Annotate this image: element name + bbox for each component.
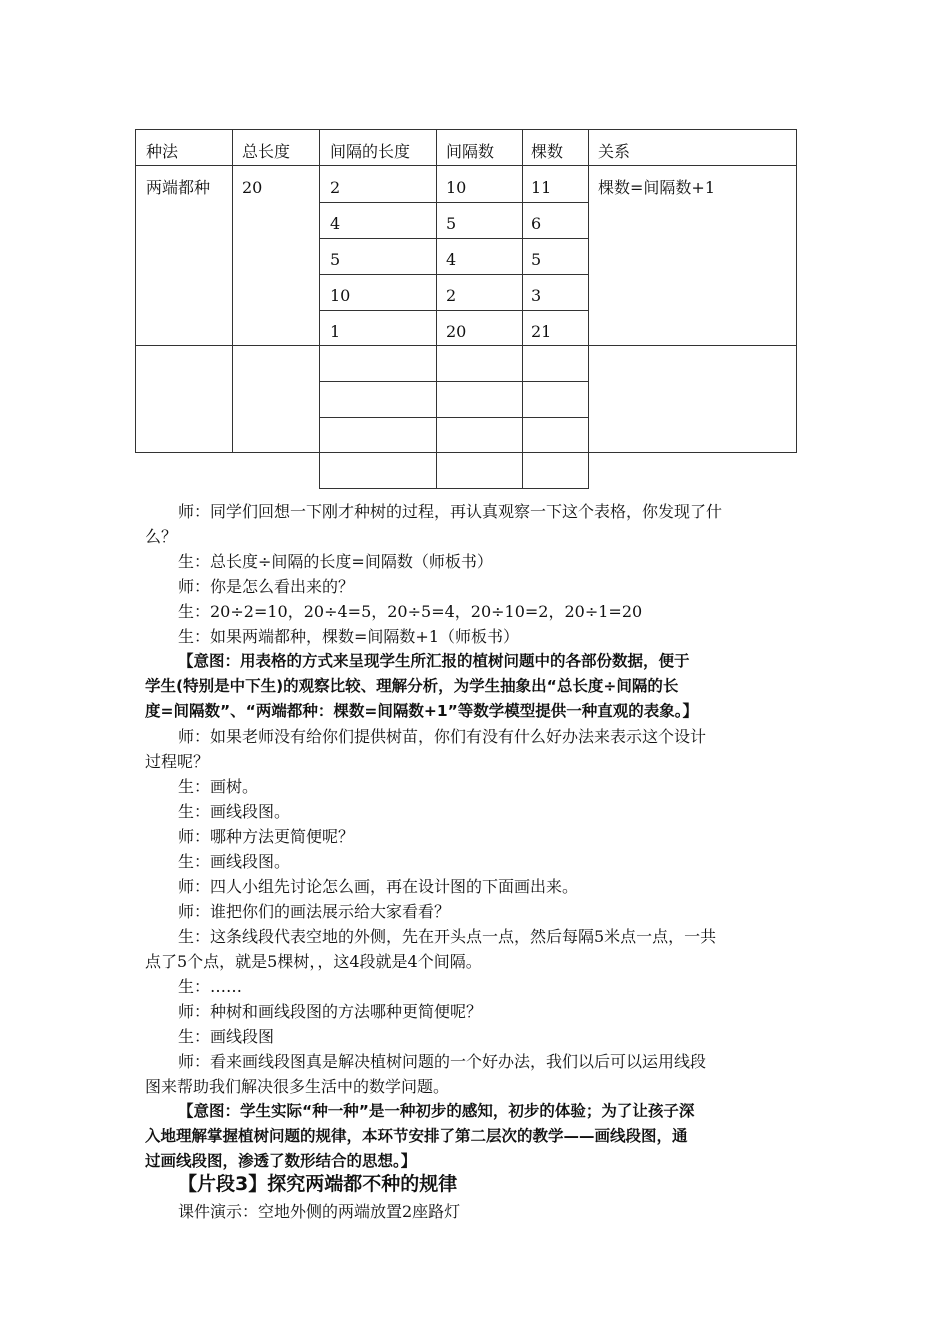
header-total-length: 总长度 <box>242 142 291 161</box>
table-border <box>135 452 797 453</box>
paragraph: 师：如果老师没有给你们提供树苗，你们有没有什么好办法来表示这个设计 <box>178 727 707 746</box>
header-interval-count: 间隔数 <box>446 142 495 161</box>
paragraph: 生：画线段图。 <box>178 852 291 871</box>
table-border <box>588 129 589 489</box>
cell-trees: 11 <box>531 178 552 197</box>
paragraph: 课件演示：空地外侧的两端放置2座路灯 <box>178 1202 461 1221</box>
cell-interval-length: 10 <box>330 286 351 305</box>
table-border <box>319 310 589 311</box>
table-border <box>135 345 797 346</box>
paragraph: 师：谁把你们的画法展示给大家看看？ <box>178 902 451 921</box>
table-border <box>796 129 797 453</box>
intent-note: 入地理解掌握植树问题的规律，本环节安排了第二层次的教学——画线段图，通 <box>145 1127 688 1145</box>
intent-note: 【意图：学生实际“种一种”是一种初步的感知，初步的体验；为了让孩子深 <box>178 1102 695 1120</box>
cell-trees: 6 <box>531 214 542 233</box>
cell-interval-length: 5 <box>330 250 341 269</box>
cell-trees: 5 <box>531 250 542 269</box>
paragraph: 师：四人小组先讨论怎么画，再在设计图的下面画出来。 <box>178 877 579 896</box>
table-border <box>135 129 136 453</box>
intent-note: 【意图：用表格的方式来呈现学生所汇报的植树问题中的各部份数据，便于 <box>178 652 690 670</box>
paragraph: 么？ <box>145 527 178 546</box>
cell-interval-length: 2 <box>330 178 341 197</box>
table-border <box>319 381 589 382</box>
paragraph: 点了5个点，就是5棵树，，这4段就是4个间隔。 <box>145 952 482 971</box>
paragraph: 师：同学们回想一下刚才种树的过程，再认真观察一下这个表格，你发现了什 <box>178 502 723 521</box>
intent-note: 过画线段图，渗透了数形结合的思想。】 <box>145 1152 417 1170</box>
table-border <box>319 488 589 489</box>
paragraph: 生：…… <box>178 977 243 996</box>
paragraph: 生：这条线段代表空地的外侧，先在开头点一点，然后每隔5米点一点，一共 <box>178 927 717 946</box>
intent-note: 度=间隔数”、“两端都种：棵数=间隔数+1”等数学模型提供一种直观的表象。】 <box>145 702 699 720</box>
paragraph: 生：如果两端都种，棵数=间隔数+1（师板书） <box>178 627 519 646</box>
paragraph: 师：种树和画线段图的方法哪种更简便呢？ <box>178 1002 483 1021</box>
header-interval-length: 间隔的长度 <box>330 142 411 161</box>
section-heading: 【片段3】探究两端都不种的规律 <box>178 1173 458 1195</box>
table-border <box>319 129 320 489</box>
paragraph: 生：画线段图 <box>178 1027 275 1046</box>
header-method: 种法 <box>146 142 179 161</box>
cell-total-length: 20 <box>242 178 263 197</box>
paragraph: 生：画树。 <box>178 777 259 796</box>
table-border <box>319 417 589 418</box>
cell-interval-count: 20 <box>446 322 467 341</box>
paragraph: 生：20÷2=10，20÷4=5，20÷5=4，20÷10=2，20÷1=20 <box>178 602 643 621</box>
cell-trees: 21 <box>531 322 552 341</box>
table-border <box>436 129 437 489</box>
table-border <box>135 129 797 130</box>
cell-interval-count: 10 <box>446 178 467 197</box>
paragraph: 师：你是怎么看出来的？ <box>178 577 355 596</box>
cell-trees: 3 <box>531 286 542 305</box>
paragraph: 生：画线段图。 <box>178 802 291 821</box>
table-border <box>319 202 589 203</box>
cell-interval-length: 4 <box>330 214 341 233</box>
cell-relation: 棵数=间隔数+1 <box>598 178 715 197</box>
paragraph: 生：总长度÷间隔的长度=间隔数（师板书） <box>178 552 493 571</box>
cell-method: 两端都种 <box>146 178 211 197</box>
cell-interval-length: 1 <box>330 322 341 341</box>
table-border <box>319 238 589 239</box>
cell-interval-count: 4 <box>446 250 457 269</box>
paragraph: 过程呢？ <box>145 752 210 771</box>
cell-interval-count: 2 <box>446 286 457 305</box>
table-border <box>232 129 233 453</box>
paragraph: 师：哪种方法更简便呢？ <box>178 827 355 846</box>
cell-interval-count: 5 <box>446 214 457 233</box>
header-trees: 棵数 <box>531 142 564 161</box>
intent-note: 学生(特别是中下生)的观察比较、理解分析，为学生抽象出“总长度÷间隔的长 <box>145 677 679 695</box>
paragraph: 师：看来画线段图真是解决植树问题的一个好办法，我们以后可以运用线段 <box>178 1052 707 1071</box>
table-border <box>319 274 589 275</box>
header-relation: 关系 <box>598 142 631 161</box>
table-border <box>135 165 797 166</box>
paragraph: 图来帮助我们解决很多生活中的数学问题。 <box>145 1077 450 1096</box>
table-border <box>522 129 523 489</box>
